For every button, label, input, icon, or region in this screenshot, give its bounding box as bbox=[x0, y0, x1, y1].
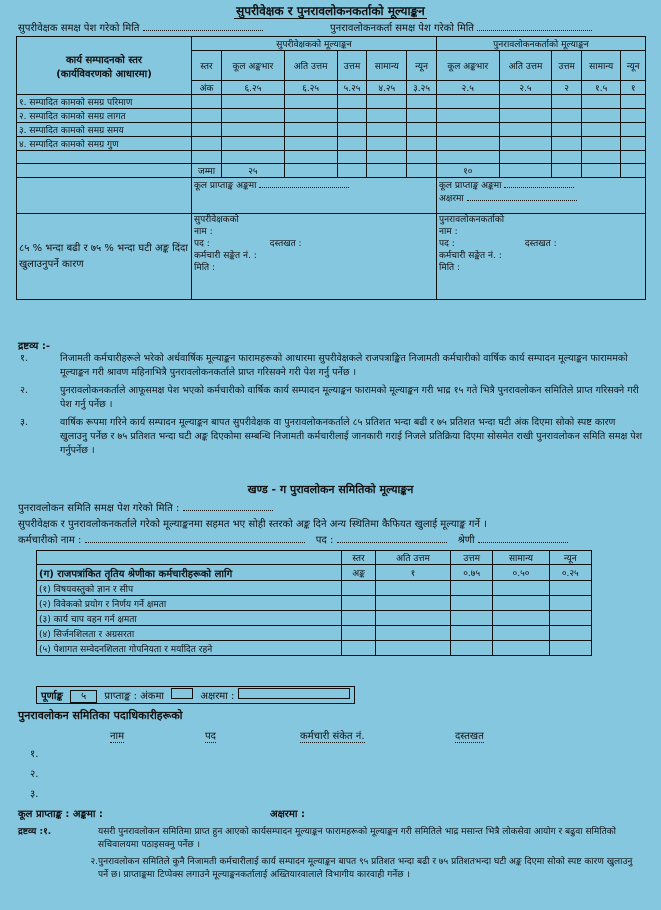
t2-row: (५) पेशागत सम्वेदनशिलता गोपनियता र मर्यादित रहने bbox=[37, 641, 342, 656]
t2-mark: ०.२५ bbox=[549, 565, 591, 581]
sup-mark: ४.२५ bbox=[367, 81, 407, 95]
committee-submit-line: पुनरावलोकन समिति समक्ष पेश गरेको मिति : bbox=[18, 500, 273, 514]
instruction-line: सुपरीवेक्षक र पुनरावलोकनकर्ताले गरेको मूल्याङ्कनमा सहमत भए सोही स्तरको अङ्क दिने अन्य स्थितिमा कैफियत खुलाई मूल्याङ्क गर्ने । bbox=[18, 519, 487, 530]
reviewer-header: पुनरावलोकनकर्ताको मूल्याङ्कन bbox=[437, 37, 646, 51]
supervisor-total-points: कूल प्राप्ताङ्क अङ्कमा bbox=[192, 178, 437, 214]
sup-mark: ६.२५ bbox=[222, 81, 285, 95]
t2-row: (२) विवेकको प्रयोग र निर्णय गर्ने क्षमता bbox=[37, 596, 342, 611]
evaluation-table bbox=[16, 36, 646, 300]
committee-col-code: कर्मचारी संकेत नं. bbox=[300, 731, 365, 742]
sup-mark: ६.२५ bbox=[284, 81, 337, 95]
marks-label: अंक bbox=[192, 81, 222, 95]
t2-col-average: सामान्य bbox=[493, 551, 549, 565]
t2-marks-label: अङ्क bbox=[342, 565, 376, 581]
t2-mark: ०.७५ bbox=[451, 565, 493, 581]
t2-group-label: (ग) राजपत्रांकित तृतिय श्रेणीका कर्मचारीहरूको लागि bbox=[37, 565, 342, 581]
t2-row: (१) विषयवस्तुको ज्ञान र सीप bbox=[37, 581, 342, 596]
rev-col-average: सामान्य bbox=[581, 51, 621, 81]
criteria-row: ३. सम्पादित कामको समग्र समय bbox=[17, 123, 192, 137]
total-label: जम्मा bbox=[192, 164, 222, 178]
rev-col-total: कूल अङ्कभार bbox=[437, 51, 500, 81]
committee-row: ३. bbox=[30, 789, 39, 800]
committee-row: १. bbox=[30, 749, 39, 760]
supervisor-header: सुपरीवेक्षकको मूल्याङ्कन bbox=[192, 37, 437, 51]
t2-col-low: न्यून bbox=[549, 551, 591, 565]
reviewer-total-points: कूल प्राप्ताङ्क अङ्कमा अक्षरमा bbox=[437, 178, 646, 214]
note-item: ३. वार्षिक रूपमा गरिने कार्य सम्पादन मूल्याङ्कन बापत सुपरीवेक्षक वा पुनरावलोकनकर्ताले ८५ प्रतिशत भन्दा बढी र ७५ प्रतिशत भन्दा घटी अंक दिएमा सोको स्पष्ट कारण खुलाउनु पर्नेछ र ७५ प्रतिशत भन्दा घटी अङ्क दिएकोमा सम्बन्धि निजामती कर्मचारीलाई जानकारी गराई निजले प्रतिक्रिया दिएमा सोसमेत राखी पुनरावलोकन समिति समक्ष पेश गर्नुपर्नेछ । bbox=[20, 417, 643, 456]
rev-mark: १ bbox=[621, 81, 646, 95]
criteria-row: ४. सम्पादित कामको समग्र गुण bbox=[17, 137, 192, 151]
committee-col-name: नाम bbox=[110, 731, 125, 742]
committee-col-post: पद bbox=[205, 731, 216, 742]
supervisor-total: २५ bbox=[222, 164, 285, 178]
full-marks-box: पूर्णाङ्क ५ प्राप्ताङ्क : अंकमा अक्षरमा : bbox=[36, 686, 355, 704]
committee-title: पुनरावलोकन समितिका पदाधिकारीहरूको bbox=[18, 709, 183, 722]
criteria-subheader: (कार्यविवरणको आधारमा) bbox=[56, 68, 152, 80]
notes-title: द्रष्टव्य :- bbox=[18, 341, 51, 352]
footer-note-item: द्रष्टव्य :१. यसरी पुनरावलोकन समितिमा प्राप्त हुन आएको कार्यसम्पादन मूल्याङ्कन फारामहरूको मूल्याङ्कन गरी समितिले भाद्र मसान्त भित्रै लोकसेवा आयोग र बढुवा समितिको सचिवालयमा पठाइसक्नु पर्नेछ । bbox=[18, 827, 616, 850]
supervisor-sign-block: सुपरीवेक्षकको नाम : पद : दस्तखत : कर्मचारी सङ्केत नं. : मिति : bbox=[192, 214, 437, 300]
submit-date-line-supervisor: सुपरीवेक्षक समक्ष पेश गरेको मिति bbox=[18, 20, 263, 34]
rev-col-low: न्यून bbox=[621, 51, 646, 81]
footer-notes bbox=[18, 826, 648, 882]
note-item: २. पुनरावलोकनकर्ताले आफूसमक्ष पेश भएको कर्मचारीको वार्षिक कार्य सम्पादन मूल्याङ्कन फारामको मूल्याङ्कन गरी भाद्र १५ गते भित्रै पुनरावलोकन समितिले प्राप्त गरिसक्ने गरी पेश गर्नु पर्नेछ । bbox=[20, 385, 639, 410]
reviewer-sign-block: पुनरावलोकनकर्ताको नाम : पद : दस्तखत : कर्मचारी सङ्केत नं. : मिति : bbox=[437, 214, 646, 300]
submit-date-line-reviewer: पुनरावलोकनकर्ता समक्ष पेश गरेको मिति bbox=[330, 20, 592, 34]
criteria-row: २. सम्पादित कामको समग्र लागत bbox=[17, 109, 192, 123]
footer-words: अक्षरमा : bbox=[270, 809, 305, 820]
criteria-row: १. सम्पादित कामको समग्र परिमाण bbox=[17, 95, 192, 109]
rev-col-good: उत्तम bbox=[552, 51, 581, 81]
t2-col-level: स्तर bbox=[342, 551, 376, 565]
t2-col-good: उत्तम bbox=[451, 551, 493, 565]
rev-mark: २.५ bbox=[499, 81, 552, 95]
notes-list bbox=[20, 352, 650, 458]
sup-col-low: न्यून bbox=[407, 51, 437, 81]
committee-row: २. bbox=[30, 769, 39, 780]
committee-col-sign: दस्तखत bbox=[455, 731, 484, 742]
employee-name-line: कर्मचारीको नाम : पद : श्रेणी bbox=[18, 532, 568, 546]
rev-col-excellent: अति उत्तम bbox=[499, 51, 552, 81]
section-title: खण्ड - ग पुरावलोकन समितिको मूल्याङ्कन bbox=[247, 483, 414, 496]
rev-mark: २.५ bbox=[437, 81, 500, 95]
sup-col-average: सामान्य bbox=[367, 51, 407, 81]
rev-mark: २ bbox=[552, 81, 581, 95]
reviewer-total: १० bbox=[437, 164, 500, 178]
criteria-header: कार्य सम्पादनको स्तर bbox=[65, 54, 143, 66]
footer-total: कूल प्राप्ताङ्क : अङ्कमा : bbox=[18, 809, 103, 820]
t2-col-excellent: अति उत्तम bbox=[376, 551, 451, 565]
sup-col-total: कूल अङ्कभार bbox=[222, 51, 285, 81]
t2-row: (४) सिर्जनशिलता र अग्रसरता bbox=[37, 626, 342, 641]
level-label: स्तर bbox=[192, 51, 222, 81]
criteria-header-cell bbox=[17, 37, 192, 95]
sup-mark: ५.२५ bbox=[337, 81, 367, 95]
t2-row: (३) कार्य चाप वहन गर्न क्षमता bbox=[37, 611, 342, 626]
note-item: १. निजामती कर्मचारीहरूले भरेको अर्धवार्षिक मूल्याङ्कन फारामहरूको आधारमा सुपरीवेक्षकले राजपत्राङ्कित निजामती कर्मचारीको वार्षिक कार्य सम्पादन मूल्याङ्कन फाराममको मूल्याङ्कन गरी श्रावण महिनाभित्रै पुनरावलोकनकर्ताले प्राप्त गरिसक्ने गरी पेश गर्नु पर्नेछ । bbox=[20, 353, 628, 378]
rev-mark: १.५ bbox=[581, 81, 621, 95]
sup-col-good: उत्तम bbox=[337, 51, 367, 81]
page-title: सुपरीवेक्षक र पुनरावलोकनकर्ताको मूल्याङ्कन bbox=[236, 4, 425, 18]
footer-note-item: २.पुनरावलोकन समितिले कुनै निजामती कर्मचारीलाई कार्य सम्पादन मूल्याङ्कन बापत ९५ प्रतिशत भन्दा बढी र ७५ प्रतिशतभन्दा घटी अङ्क दिएमा सोको स्पष्ट कारण खुलाउनु पर्ने छ। प्राप्ताङ्कमा टिप्पेक्स लगाउने मूल्याङ्कनकर्तालाई अख्तियारवालाले विभागीय कारवाही गर्नेछ । bbox=[90, 857, 633, 880]
sup-mark: ३.२५ bbox=[407, 81, 437, 95]
reason-cell: ८५ % भन्दा बढी र ७५ % भन्दा घटी अङ्क दिंदा खुलाउनुपर्ने कारण bbox=[17, 214, 192, 300]
t2-mark: १ bbox=[376, 565, 451, 581]
sup-col-excellent: अति उत्तम bbox=[284, 51, 337, 81]
t2-mark: ०.५० bbox=[493, 565, 549, 581]
committee-evaluation-table bbox=[36, 550, 592, 656]
